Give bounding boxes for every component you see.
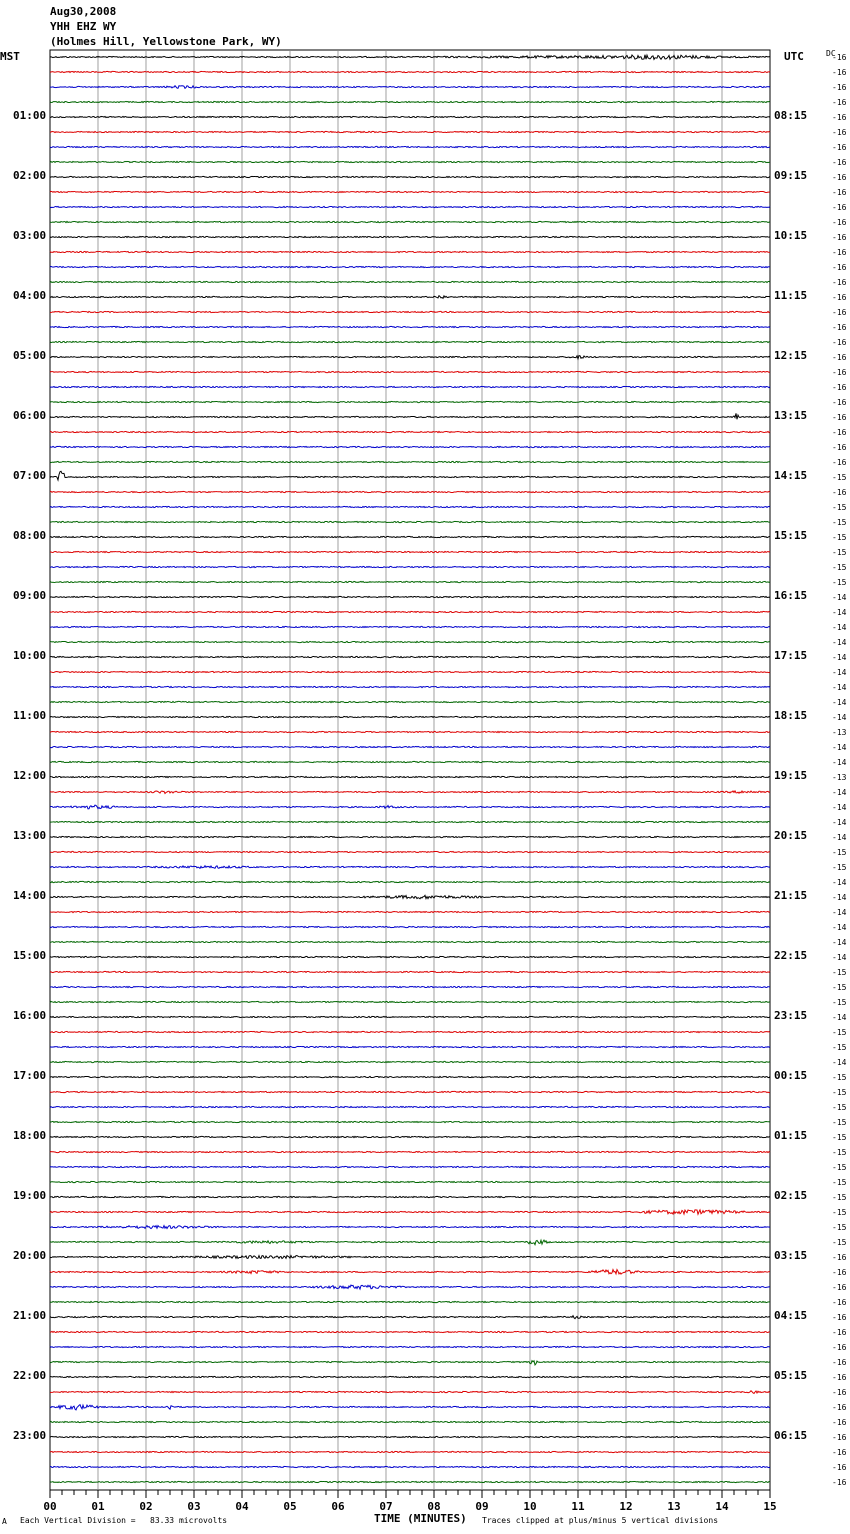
trace-18 (50, 326, 770, 327)
dc-offset-label: -14 (832, 698, 847, 707)
dc-offset-label: -15 (832, 968, 847, 977)
trace-71 (50, 1121, 770, 1122)
trace-57 (50, 911, 770, 912)
mst-hour-label: 03:00 (13, 229, 47, 242)
trace-40 (50, 656, 770, 657)
trace-43 (50, 701, 770, 702)
trace-6 (50, 146, 770, 147)
dc-offset-label: -16 (832, 233, 847, 242)
dc-offset-label: -15 (832, 1163, 847, 1172)
mst-hour-label: 11:00 (13, 709, 47, 722)
dc-offset-label: -16 (832, 1478, 847, 1487)
dc-offset-label: -15 (832, 983, 847, 992)
trace-30 (50, 506, 770, 507)
mst-hour-label: 19:00 (13, 1189, 47, 1202)
dc-offset-label: -16 (832, 1343, 847, 1352)
x-tick-label: 03 (187, 1500, 201, 1513)
trace-81 (50, 1270, 770, 1275)
mst-hour-label: 04:00 (13, 289, 47, 302)
dc-offset-label: -16 (832, 1463, 847, 1472)
trace-52 (50, 836, 770, 837)
trace-85 (50, 1331, 770, 1332)
trace-23 (50, 401, 770, 402)
dc-offset-label: -16 (832, 323, 847, 332)
trace-16 (50, 296, 770, 299)
trace-11 (50, 221, 770, 222)
dc-offset-label: -16 (832, 188, 847, 197)
dc-offset-label: -15 (832, 1238, 847, 1247)
scale-note: Each Vertical Division = 83.33 microvolts (20, 1516, 228, 1525)
x-axis-title: TIME (MINUTES) (374, 1512, 467, 1525)
dc-offset-label: -16 (832, 293, 847, 302)
trace-27 (50, 461, 770, 462)
dc-offset-label: -16 (832, 1298, 847, 1307)
trace-42 (50, 686, 770, 687)
station-location: (Holmes Hill, Yellowstone Park, WY) (50, 35, 282, 48)
trace-2 (50, 86, 770, 89)
utc-hour-label: 21:15 (774, 889, 808, 902)
trace-53 (50, 851, 770, 852)
utc-hour-label: 04:15 (774, 1309, 808, 1322)
dc-offset-label: -16 (832, 458, 847, 467)
trace-12 (50, 236, 770, 237)
utc-hour-label: 03:15 (774, 1249, 808, 1262)
dc-offset-label: -14 (832, 668, 847, 677)
trace-29 (50, 491, 770, 492)
dc-offset-label: -15 (832, 503, 847, 512)
clip-note: Traces clipped at plus/minus 5 vertical divisions (482, 1516, 719, 1525)
dc-offset-label: -16 (832, 1448, 847, 1457)
dc-offset-label: -16 (832, 1388, 847, 1397)
dc-offset-label: -14 (832, 788, 847, 797)
dc-offset-label: -14 (832, 683, 847, 692)
utc-hour-label: 19:15 (774, 769, 808, 782)
mst-hour-label: 06:00 (13, 409, 47, 422)
trace-3 (50, 101, 770, 102)
dc-offset-label: -16 (832, 278, 847, 287)
dc-offset-label: -15 (832, 518, 847, 527)
trace-72 (50, 1136, 770, 1137)
dc-offset-label: -13 (832, 773, 847, 782)
dc-offset-label: -16 (832, 143, 847, 152)
dc-offset-label: -16 (832, 383, 847, 392)
utc-hour-label: 17:15 (774, 649, 808, 662)
dc-offset-label: -15 (832, 1028, 847, 1037)
trace-75 (50, 1181, 770, 1182)
mst-hour-label: 16:00 (13, 1009, 47, 1022)
utc-hour-label: 01:15 (774, 1129, 808, 1142)
trace-51 (50, 821, 770, 822)
dc-offset-label: -16 (832, 1433, 847, 1442)
trace-21 (50, 371, 770, 372)
dc-offset-label: -16 (832, 428, 847, 437)
trace-76 (50, 1196, 770, 1197)
dc-offset-label: -14 (832, 1013, 847, 1022)
trace-28 (50, 471, 770, 480)
right-axis-title: UTC (784, 50, 804, 63)
mst-hour-label: 20:00 (13, 1249, 47, 1262)
dc-offset-label: -14 (832, 893, 847, 902)
dc-offset-label: -15 (832, 1193, 847, 1202)
utc-hour-label: 05:15 (774, 1369, 808, 1382)
dc-offset-label: -16 (832, 398, 847, 407)
x-tick-label: 04 (235, 1500, 249, 1513)
trace-70 (50, 1106, 770, 1107)
dc-offset-label: -15 (832, 1208, 847, 1217)
dc-offset-label: -16 (832, 1358, 847, 1367)
dc-offset-label: -16 (832, 1328, 847, 1337)
mst-hour-label: 01:00 (13, 109, 47, 122)
x-tick-label: 09 (475, 1500, 489, 1513)
x-tick-label: 02 (139, 1500, 153, 1513)
mst-hour-label: 21:00 (13, 1309, 47, 1322)
trace-74 (50, 1166, 770, 1167)
dc-offset-label: -14 (832, 878, 847, 887)
trace-37 (50, 611, 770, 612)
dc-offset-label: -15 (832, 1088, 847, 1097)
trace-47 (50, 761, 770, 762)
left-axis-title: MST (0, 50, 20, 63)
trace-89 (50, 1391, 770, 1394)
trace-22 (50, 386, 770, 387)
trace-7 (50, 161, 770, 162)
x-tick-label: 05 (283, 1500, 297, 1513)
mst-hour-label: 08:00 (13, 529, 47, 542)
trace-63 (50, 1001, 770, 1002)
dc-offset-label: -16 (832, 1403, 847, 1412)
trace-79 (50, 1240, 770, 1245)
trace-33 (50, 551, 770, 552)
dc-offset-label: -14 (832, 818, 847, 827)
dc-offset-label: -16 (832, 263, 847, 272)
trace-80 (50, 1256, 770, 1259)
dc-offset-label: -14 (832, 923, 847, 932)
dc-offset-label: -15 (832, 1118, 847, 1127)
dc-offset-label: -15 (832, 548, 847, 557)
mst-hour-label: 12:00 (13, 769, 47, 782)
trace-15 (50, 281, 770, 282)
trace-13 (50, 251, 770, 252)
trace-61 (50, 971, 770, 972)
trace-46 (50, 746, 770, 747)
trace-55 (50, 881, 770, 882)
x-tick-label: 07 (379, 1500, 393, 1513)
dc-offset-label: -16 (832, 413, 847, 422)
trace-68 (50, 1076, 770, 1077)
dc-offset-label: -16 (832, 113, 847, 122)
trace-67 (50, 1061, 770, 1062)
dc-offset-label: -14 (832, 713, 847, 722)
time-axis (43, 1490, 776, 1513)
trace-62 (50, 986, 770, 987)
dc-offset-label: -16 (832, 128, 847, 137)
dc-offset-label: -16 (832, 338, 847, 347)
dc-offset-label: -16 (832, 1268, 847, 1277)
minute-grid (98, 50, 722, 1490)
mst-hour-label: 14:00 (13, 889, 47, 902)
dc-offset-label: -16 (832, 1373, 847, 1382)
dc-offset-label: -16 (832, 203, 847, 212)
dc-offset-label: -15 (832, 998, 847, 1007)
dc-offset-label: -15 (832, 1223, 847, 1232)
x-tick-label: 15 (763, 1500, 777, 1513)
trace-25 (50, 431, 770, 432)
trace-94 (50, 1466, 770, 1467)
mst-hour-label: 22:00 (13, 1369, 47, 1382)
trace-90 (50, 1405, 770, 1410)
station-code: YHH EHZ WY (50, 20, 117, 33)
x-tick-label: 13 (667, 1500, 681, 1513)
dc-offset-label: -16 (832, 98, 847, 107)
dc-offset-label: -14 (832, 938, 847, 947)
dc-offset-label: -15 (832, 1148, 847, 1157)
plot-frame (50, 50, 770, 1490)
dc-offset-label: -14 (832, 803, 847, 812)
trace-4 (50, 116, 770, 117)
trace-group (50, 55, 770, 1483)
mst-hour-label: 15:00 (13, 949, 47, 962)
trace-38 (50, 626, 770, 627)
x-tick-label: 12 (619, 1500, 633, 1513)
mst-hour-label: 05:00 (13, 349, 47, 362)
dc-offset-label: -14 (832, 623, 847, 632)
dc-offset-label: -14 (832, 908, 847, 917)
trace-93 (50, 1451, 770, 1452)
mst-hour-label: 18:00 (13, 1129, 47, 1142)
utc-hour-label: 08:15 (774, 109, 808, 122)
utc-hour-label: 18:15 (774, 709, 808, 722)
trace-84 (50, 1316, 770, 1319)
x-tick-label: 01 (91, 1500, 105, 1513)
trace-8 (50, 176, 770, 177)
record-date: Aug30,2008 (50, 5, 117, 18)
utc-hour-label: 15:15 (774, 529, 808, 542)
trace-32 (50, 536, 770, 537)
dc-offset-label: -15 (832, 1073, 847, 1082)
dc-offset-label: -16 (832, 353, 847, 362)
dc-offset-label: -14 (832, 953, 847, 962)
trace-58 (50, 926, 770, 927)
x-tick-label: 11 (571, 1500, 585, 1513)
mst-hour-label: 23:00 (13, 1429, 47, 1442)
dc-offset-label: -14 (832, 833, 847, 842)
dc-offset-label: -16 (832, 218, 847, 227)
dc-offset-label: -15 (832, 563, 847, 572)
dc-offset-label: -16 (832, 368, 847, 377)
trace-5 (50, 131, 770, 132)
dc-offset-label: -16 (832, 83, 847, 92)
trace-36 (50, 596, 770, 597)
trace-60 (50, 956, 770, 957)
utc-hour-label: 13:15 (774, 409, 808, 422)
dc-offset-label: -15 (832, 1103, 847, 1112)
dc-offset-label: -14 (832, 743, 847, 752)
utc-hour-label: 23:15 (774, 1009, 808, 1022)
dc-offset-label: -15 (832, 1178, 847, 1187)
trace-78 (50, 1226, 770, 1229)
dc-offset-label: -15 (832, 533, 847, 542)
trace-1 (50, 71, 770, 72)
trace-34 (50, 566, 770, 567)
dc-offset-label: -15 (832, 473, 847, 482)
utc-hour-label: 22:15 (774, 949, 808, 962)
trace-86 (50, 1346, 770, 1347)
trace-44 (50, 716, 770, 717)
utc-hour-label: 16:15 (774, 589, 808, 602)
utc-hour-label: 09:15 (774, 169, 808, 182)
x-tick-label: 00 (43, 1500, 57, 1513)
trace-69 (50, 1091, 770, 1092)
dc-offset-label: -16 (832, 53, 847, 62)
utc-hour-label: 10:15 (774, 229, 808, 242)
trace-20 (50, 356, 770, 359)
dc-offset-label: -14 (832, 758, 847, 767)
dc-offset-label: -14 (832, 653, 847, 662)
trace-35 (50, 581, 770, 582)
trace-0 (50, 55, 770, 60)
utc-hour-label: 20:15 (774, 829, 808, 842)
dc-offset-label: -14 (832, 1058, 847, 1067)
trace-31 (50, 521, 770, 522)
dc-offset-label: -15 (832, 848, 847, 857)
dc-offset-label: -14 (832, 638, 847, 647)
trace-77 (50, 1210, 770, 1214)
dc-offset-label: -16 (832, 488, 847, 497)
x-tick-label: 14 (715, 1500, 729, 1513)
dc-offset-label: -15 (832, 863, 847, 872)
trace-19 (50, 341, 770, 342)
dc-offset-label: -13 (832, 728, 847, 737)
dc-offset-label: -16 (832, 173, 847, 182)
dc-offset-label: -16 (832, 158, 847, 167)
mst-hour-label: 17:00 (13, 1069, 47, 1082)
dc-offset-label: -16 (832, 308, 847, 317)
dc-offset-label: -16 (832, 1313, 847, 1322)
utc-hour-label: 14:15 (774, 469, 808, 482)
trace-49 (50, 791, 770, 794)
x-tick-label: 08 (427, 1500, 441, 1513)
trace-83 (50, 1301, 770, 1302)
trace-95 (50, 1481, 770, 1482)
dc-header: DC (826, 49, 836, 58)
mst-hour-label: 07:00 (13, 469, 47, 482)
utc-hour-label: 06:15 (774, 1429, 808, 1442)
utc-hour-label: 11:15 (774, 289, 808, 302)
trace-45 (50, 731, 770, 732)
dc-offset-label: -16 (832, 248, 847, 257)
trace-17 (50, 311, 770, 312)
trace-10 (50, 206, 770, 207)
mst-hour-label: 09:00 (13, 589, 47, 602)
utc-hour-label: 12:15 (774, 349, 808, 362)
trace-64 (50, 1016, 770, 1017)
mst-hour-label: 13:00 (13, 829, 47, 842)
dc-offset-label: -16 (832, 443, 847, 452)
trace-73 (50, 1151, 770, 1152)
trace-87 (50, 1361, 770, 1365)
x-tick-label: 06 (331, 1500, 345, 1513)
dc-offset-label: -14 (832, 593, 847, 602)
trace-65 (50, 1031, 770, 1032)
dc-offset-label: -16 (832, 1283, 847, 1292)
dc-offset-label: -16 (832, 68, 847, 77)
trace-56 (50, 895, 770, 898)
trace-54 (50, 866, 770, 869)
dc-offset-label: -16 (832, 1253, 847, 1262)
dc-offset-label: -16 (832, 1418, 847, 1427)
trace-92 (50, 1436, 770, 1437)
x-tick-label: 10 (523, 1500, 537, 1513)
trace-59 (50, 941, 770, 942)
trace-50 (50, 805, 770, 809)
trace-26 (50, 446, 770, 447)
dc-offset-label: -15 (832, 1043, 847, 1052)
dc-offset-label: -15 (832, 578, 847, 587)
trace-39 (50, 641, 770, 642)
trace-41 (50, 671, 770, 672)
dc-offset-label: -14 (832, 608, 847, 617)
trace-24 (50, 413, 770, 419)
mst-hour-label: 02:00 (13, 169, 47, 182)
utc-hour-label: 00:15 (774, 1069, 808, 1082)
trace-82 (50, 1285, 770, 1289)
trace-66 (50, 1046, 770, 1047)
mst-hour-label: 10:00 (13, 649, 47, 662)
trace-9 (50, 191, 770, 192)
trace-91 (50, 1421, 770, 1422)
corner-mark: A (2, 1517, 7, 1526)
dc-offset-label: -15 (832, 1133, 847, 1142)
trace-48 (50, 776, 770, 777)
trace-14 (50, 266, 770, 267)
trace-88 (50, 1376, 770, 1377)
utc-hour-label: 02:15 (774, 1189, 808, 1202)
